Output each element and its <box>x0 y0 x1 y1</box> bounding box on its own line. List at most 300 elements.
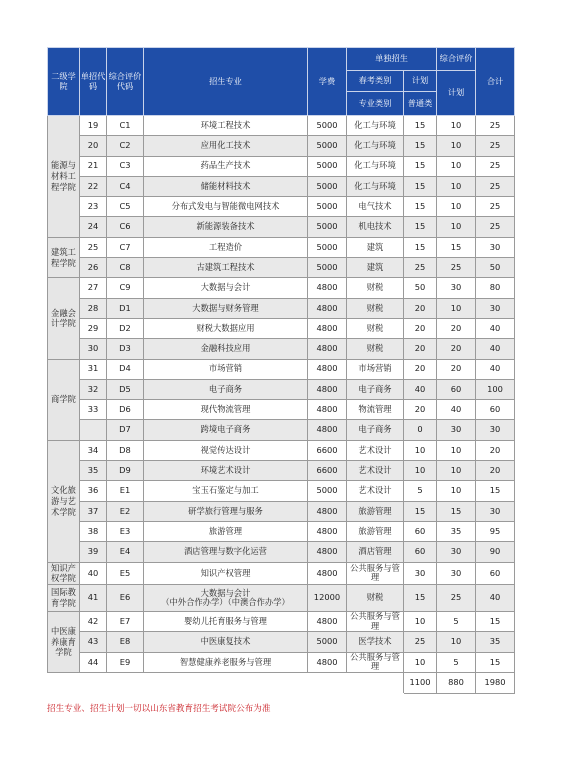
fee-cell: 5000 <box>308 632 347 652</box>
table-row <box>48 612 515 632</box>
major-cell <box>144 379 308 399</box>
totals-blank <box>48 672 404 693</box>
table-row <box>48 542 515 562</box>
major-name: 研学旅行管理与服务 <box>188 505 263 516</box>
table-row <box>48 562 515 585</box>
comp-plan-cell: 10 <box>437 461 476 481</box>
comp-plan-cell: 60 <box>437 379 476 399</box>
comp-plan-cell: 30 <box>437 420 476 440</box>
comp-plan-cell: 15 <box>437 501 476 521</box>
fee-cell: 4800 <box>308 652 347 672</box>
category-cell: 医学技术 <box>347 632 404 652</box>
major-name: 旅游管理 <box>208 525 243 536</box>
major-cell <box>144 440 308 460</box>
major-cell <box>144 156 308 176</box>
college-cell: 金融会计学院 <box>48 278 80 359</box>
eval-code-cell: C8 <box>107 258 144 278</box>
table-row <box>48 521 515 541</box>
major-name: 酒店管理与数字化运营 <box>184 546 267 557</box>
comp-plan-cell: 20 <box>437 339 476 359</box>
total-cell: 60 <box>476 562 515 585</box>
major-name: 婴幼儿托育服务与管理 <box>184 615 267 626</box>
total-cell: 35 <box>476 632 515 652</box>
major-cell <box>144 237 308 257</box>
total-cell: 25 <box>476 156 515 176</box>
header-spring-category: 春考类别 <box>347 71 404 92</box>
comp-plan-cell: 10 <box>437 217 476 237</box>
total-cell: 25 <box>476 217 515 237</box>
code-cell: 44 <box>80 652 107 672</box>
header-fee: 学费 <box>308 48 347 116</box>
category-cell: 建筑 <box>347 258 404 278</box>
table-row <box>48 440 515 460</box>
code-cell: 40 <box>80 562 107 585</box>
major-cell <box>144 217 308 237</box>
total-cell: 25 <box>476 136 515 156</box>
major-name: 大数据与会计 <box>200 587 251 598</box>
major-name: 环境艺术设计 <box>200 464 251 475</box>
eval-code-cell: C6 <box>107 217 144 237</box>
fee-cell: 4800 <box>308 521 347 541</box>
college-cell: 文化旅游与艺术学院 <box>48 440 80 562</box>
major-name: 知识产权管理 <box>200 567 251 578</box>
eval-code-cell: D8 <box>107 440 144 460</box>
major-cell <box>144 298 308 318</box>
fee-cell: 5000 <box>308 176 347 196</box>
eval-code-cell: E5 <box>107 562 144 585</box>
college-cell: 国际教育学院 <box>48 585 80 612</box>
comp-plan-cell: 10 <box>437 116 476 136</box>
total-cell: 30 <box>476 237 515 257</box>
major-cell <box>144 542 308 562</box>
total-cell: 40 <box>476 585 515 612</box>
comp-plan-cell: 10 <box>437 176 476 196</box>
table-row <box>48 258 515 278</box>
category-cell: 旅游管理 <box>347 521 404 541</box>
comp-plan-cell: 15 <box>437 237 476 257</box>
category-cell: 艺术设计 <box>347 440 404 460</box>
eval-code-cell: E9 <box>107 652 144 672</box>
plan-cell: 30 <box>404 562 437 585</box>
plan-cell: 15 <box>404 237 437 257</box>
table-row <box>48 652 515 672</box>
category-cell: 公共服务与管理 <box>347 652 404 672</box>
table-row <box>48 298 515 318</box>
plan-cell: 10 <box>404 440 437 460</box>
header-major: 招生专业 <box>144 48 308 116</box>
plan-cell: 15 <box>404 585 437 612</box>
total-comp-plan-cell: 880 <box>437 672 476 693</box>
plan-cell: 0 <box>404 420 437 440</box>
comp-plan-cell: 10 <box>437 440 476 460</box>
fee-cell: 4800 <box>308 298 347 318</box>
code-cell: 32 <box>80 379 107 399</box>
total-cell: 15 <box>476 481 515 501</box>
total-cell: 40 <box>476 359 515 379</box>
plan-cell: 15 <box>404 116 437 136</box>
category-cell: 财税 <box>347 318 404 338</box>
total-cell: 15 <box>476 652 515 672</box>
category-cell: 公共服务与管理 <box>347 612 404 632</box>
major-cell <box>144 176 308 196</box>
total-cell: 25 <box>476 116 515 136</box>
major-cell <box>144 652 308 672</box>
college-cell: 商学院 <box>48 359 80 440</box>
category-cell: 财税 <box>347 585 404 612</box>
comp-plan-cell: 5 <box>437 652 476 672</box>
plan-cell: 15 <box>404 176 437 196</box>
major-cell <box>144 420 308 440</box>
major-cell <box>144 521 308 541</box>
fee-cell: 12000 <box>308 585 347 612</box>
code-cell: 43 <box>80 632 107 652</box>
comp-plan-cell: 25 <box>437 585 476 612</box>
plan-cell: 20 <box>404 339 437 359</box>
code-cell: 39 <box>80 542 107 562</box>
fee-cell: 4800 <box>308 612 347 632</box>
category-cell: 公共服务与管理 <box>347 562 404 585</box>
major-cell <box>144 136 308 156</box>
major-name: 中医康复技术 <box>200 636 251 647</box>
table-row <box>48 461 515 481</box>
table-row <box>48 632 515 652</box>
fee-cell: 4800 <box>308 562 347 585</box>
code-cell: 23 <box>80 197 107 217</box>
code-cell: 28 <box>80 298 107 318</box>
major-name: 药品生产技术 <box>200 160 251 171</box>
major-cell <box>144 461 308 481</box>
plan-cell: 15 <box>404 501 437 521</box>
fee-cell: 5000 <box>308 481 347 501</box>
fee-cell: 4800 <box>308 359 347 379</box>
major-cell <box>144 481 308 501</box>
total-cell: 30 <box>476 420 515 440</box>
plan-cell: 5 <box>404 481 437 501</box>
eval-code-cell: E2 <box>107 501 144 521</box>
plan-cell: 40 <box>404 379 437 399</box>
total-cell: 40 <box>476 318 515 338</box>
fee-cell: 5000 <box>308 156 347 176</box>
category-cell: 艺术设计 <box>347 481 404 501</box>
major-cell <box>144 562 308 585</box>
category-cell: 电气技术 <box>347 197 404 217</box>
total-cell: 50 <box>476 258 515 278</box>
fee-cell: 4800 <box>308 379 347 399</box>
enrollment-table <box>47 47 515 694</box>
major-cell <box>144 501 308 521</box>
table-row <box>48 237 515 257</box>
major-cell <box>144 359 308 379</box>
major-name: 大数据与会计 <box>200 282 251 293</box>
plan-cell: 15 <box>404 156 437 176</box>
category-cell: 电子商务 <box>347 379 404 399</box>
table-row <box>48 318 515 338</box>
total-cell: 25 <box>476 197 515 217</box>
category-cell: 建筑 <box>347 237 404 257</box>
table-row <box>48 359 515 379</box>
category-cell: 财税 <box>347 298 404 318</box>
fee-cell: 4800 <box>308 542 347 562</box>
fee-cell: 5000 <box>308 237 347 257</box>
table-row <box>48 481 515 501</box>
fee-cell: 6600 <box>308 440 347 460</box>
major-name: 跨境电子商务 <box>200 424 251 435</box>
major-name: 电子商务 <box>208 383 243 394</box>
code-cell: 41 <box>80 585 107 612</box>
comp-plan-cell: 10 <box>437 298 476 318</box>
total-cell: 60 <box>476 400 515 420</box>
plan-cell: 10 <box>404 652 437 672</box>
major-cell <box>144 278 308 298</box>
table-row <box>48 585 515 612</box>
eval-code-cell: D5 <box>107 379 144 399</box>
code-cell: 27 <box>80 278 107 298</box>
eval-code-cell: D3 <box>107 339 144 359</box>
category-cell: 酒店管理 <box>347 542 404 562</box>
category-cell: 化工与环境 <box>347 116 404 136</box>
eval-code-cell: C7 <box>107 237 144 257</box>
comp-plan-cell: 5 <box>437 612 476 632</box>
code-cell: 30 <box>80 339 107 359</box>
college-cell: 能源与材料工程学院 <box>48 116 80 238</box>
table-row <box>48 217 515 237</box>
total-cell: 80 <box>476 278 515 298</box>
table-row <box>48 116 515 136</box>
header-major-category: 专业类别 <box>347 92 404 116</box>
code-cell: 21 <box>80 156 107 176</box>
category-cell: 物流管理 <box>347 400 404 420</box>
code-cell: 24 <box>80 217 107 237</box>
total-cell: 100 <box>476 379 515 399</box>
total-cell: 20 <box>476 440 515 460</box>
total-cell: 20 <box>476 461 515 481</box>
category-cell: 财税 <box>347 339 404 359</box>
header-single-recruit: 单独招生 <box>347 48 437 71</box>
category-cell: 电子商务 <box>347 420 404 440</box>
major-cell <box>144 400 308 420</box>
major-name: 应用化工技术 <box>200 140 251 151</box>
eval-code-cell: C9 <box>107 278 144 298</box>
comp-plan-cell: 30 <box>437 278 476 298</box>
major-name: 储能材料技术 <box>200 180 251 191</box>
plan-cell: 25 <box>404 632 437 652</box>
table-header <box>48 48 515 116</box>
eval-code-cell: D1 <box>107 298 144 318</box>
category-cell: 艺术设计 <box>347 461 404 481</box>
major-note: （中外合作办学）（中澳合作办学） <box>161 597 290 608</box>
table-row <box>48 420 515 440</box>
fee-cell: 4800 <box>308 318 347 338</box>
code-cell: 33 <box>80 400 107 420</box>
category-cell: 机电技术 <box>347 217 404 237</box>
comp-plan-cell: 10 <box>437 136 476 156</box>
major-name: 财税大数据应用 <box>196 322 255 333</box>
fee-cell: 4800 <box>308 278 347 298</box>
table-body <box>48 116 515 694</box>
category-cell: 化工与环境 <box>347 176 404 196</box>
major-name: 市场营销 <box>208 363 243 374</box>
table-row <box>48 339 515 359</box>
eval-code-cell: C3 <box>107 156 144 176</box>
category-cell: 旅游管理 <box>347 501 404 521</box>
major-name: 金融科技应用 <box>200 343 251 354</box>
table-row <box>48 501 515 521</box>
grand-total-cell: 1980 <box>476 672 515 693</box>
eval-code-cell: D2 <box>107 318 144 338</box>
major-name: 现代物流管理 <box>200 404 251 415</box>
fee-cell: 4800 <box>308 400 347 420</box>
fee-cell: 5000 <box>308 116 347 136</box>
major-cell <box>144 585 308 612</box>
major-name: 智慧健康养老服务与管理 <box>179 656 272 667</box>
plan-cell: 15 <box>404 136 437 156</box>
major-name: 工程造价 <box>208 241 243 252</box>
eval-code-cell: D7 <box>107 420 144 440</box>
comp-plan-cell: 30 <box>437 542 476 562</box>
eval-code-cell: E8 <box>107 632 144 652</box>
eval-code-cell: C2 <box>107 136 144 156</box>
total-cell: 30 <box>476 501 515 521</box>
comp-plan-cell: 35 <box>437 521 476 541</box>
major-name: 新能源装备技术 <box>196 221 255 232</box>
comp-plan-cell: 10 <box>437 197 476 217</box>
code-cell <box>80 420 107 440</box>
header-college: 二级学院 <box>48 48 80 116</box>
comp-plan-cell: 25 <box>437 258 476 278</box>
table-row <box>48 136 515 156</box>
plan-cell: 25 <box>404 258 437 278</box>
major-cell <box>144 612 308 632</box>
eval-code-cell: C4 <box>107 176 144 196</box>
category-cell: 化工与环境 <box>347 136 404 156</box>
category-cell: 市场营销 <box>347 359 404 379</box>
total-plan-cell: 1100 <box>404 672 437 693</box>
eval-code-cell: E6 <box>107 585 144 612</box>
plan-cell: 60 <box>404 521 437 541</box>
major-name: 大数据与财务管理 <box>192 302 259 313</box>
major-name: 视觉传达设计 <box>200 444 251 455</box>
footnote-notice: 招生专业、招生计划一切以山东省教育招生考试院公布为准 <box>47 704 271 714</box>
header-plan: 计划 <box>404 71 437 92</box>
fee-cell: 5000 <box>308 258 347 278</box>
major-cell <box>144 632 308 652</box>
plan-cell: 10 <box>404 461 437 481</box>
comp-plan-cell: 30 <box>437 562 476 585</box>
fee-cell: 6600 <box>308 461 347 481</box>
code-cell: 29 <box>80 318 107 338</box>
plan-cell: 15 <box>404 197 437 217</box>
major-name: 宝玉石鉴定与加工 <box>192 485 259 496</box>
plan-cell: 10 <box>404 612 437 632</box>
table-row <box>48 379 515 399</box>
code-cell: 38 <box>80 521 107 541</box>
header-comp-plan: 计划 <box>437 71 476 116</box>
comp-plan-cell: 10 <box>437 481 476 501</box>
major-name: 古建筑工程技术 <box>196 261 255 272</box>
major-cell <box>144 339 308 359</box>
major-cell <box>144 116 308 136</box>
fee-cell: 5000 <box>308 217 347 237</box>
plan-cell: 20 <box>404 298 437 318</box>
code-cell: 42 <box>80 612 107 632</box>
total-cell: 95 <box>476 521 515 541</box>
major-cell <box>144 258 308 278</box>
major-cell <box>144 197 308 217</box>
comp-plan-cell: 20 <box>437 318 476 338</box>
table-row <box>48 176 515 196</box>
eval-code-cell: D6 <box>107 400 144 420</box>
fee-cell: 4800 <box>308 339 347 359</box>
table-row <box>48 400 515 420</box>
comp-plan-cell: 20 <box>437 359 476 379</box>
header-comprehensive: 综合评价 <box>437 48 476 71</box>
college-cell: 建筑工程学院 <box>48 237 80 278</box>
plan-cell: 15 <box>404 217 437 237</box>
total-cell: 15 <box>476 612 515 632</box>
plan-cell: 20 <box>404 359 437 379</box>
code-cell: 37 <box>80 501 107 521</box>
code-cell: 19 <box>80 116 107 136</box>
eval-code-cell: E3 <box>107 521 144 541</box>
eval-code-cell: E4 <box>107 542 144 562</box>
comp-plan-cell: 10 <box>437 632 476 652</box>
total-cell: 90 <box>476 542 515 562</box>
plan-cell: 50 <box>404 278 437 298</box>
code-cell: 36 <box>80 481 107 501</box>
major-cell <box>144 318 308 338</box>
plan-cell: 20 <box>404 318 437 338</box>
eval-code-cell: D9 <box>107 461 144 481</box>
table-row <box>48 278 515 298</box>
eval-code-cell: D4 <box>107 359 144 379</box>
table-row <box>48 156 515 176</box>
comp-plan-cell: 10 <box>437 156 476 176</box>
fee-cell: 5000 <box>308 197 347 217</box>
total-cell: 40 <box>476 339 515 359</box>
code-cell: 25 <box>80 237 107 257</box>
eval-code-cell: C1 <box>107 116 144 136</box>
plan-cell: 20 <box>404 400 437 420</box>
fee-cell: 4800 <box>308 501 347 521</box>
totals-row <box>48 672 515 693</box>
header-eval-code: 综合评价代码 <box>107 48 144 116</box>
code-cell: 34 <box>80 440 107 460</box>
code-cell: 26 <box>80 258 107 278</box>
major-name: 环境工程技术 <box>200 119 251 130</box>
fee-cell: 4800 <box>308 420 347 440</box>
eval-code-cell: E7 <box>107 612 144 632</box>
comp-plan-cell: 40 <box>437 400 476 420</box>
category-cell: 财税 <box>347 278 404 298</box>
header-general: 普通类 <box>404 92 437 116</box>
major-name: 分布式发电与智能微电网技术 <box>171 201 280 212</box>
code-cell: 31 <box>80 359 107 379</box>
code-cell: 22 <box>80 176 107 196</box>
fee-cell: 5000 <box>308 136 347 156</box>
college-cell: 知识产权学院 <box>48 562 80 585</box>
category-cell: 化工与环境 <box>347 156 404 176</box>
eval-code-cell: C5 <box>107 197 144 217</box>
total-cell: 30 <box>476 298 515 318</box>
eval-code-cell: E1 <box>107 481 144 501</box>
plan-cell: 60 <box>404 542 437 562</box>
college-cell: 中医康养康育学院 <box>48 612 80 673</box>
code-cell: 35 <box>80 461 107 481</box>
total-cell: 25 <box>476 176 515 196</box>
code-cell: 20 <box>80 136 107 156</box>
header-total: 合计 <box>476 48 515 116</box>
table-row <box>48 197 515 217</box>
